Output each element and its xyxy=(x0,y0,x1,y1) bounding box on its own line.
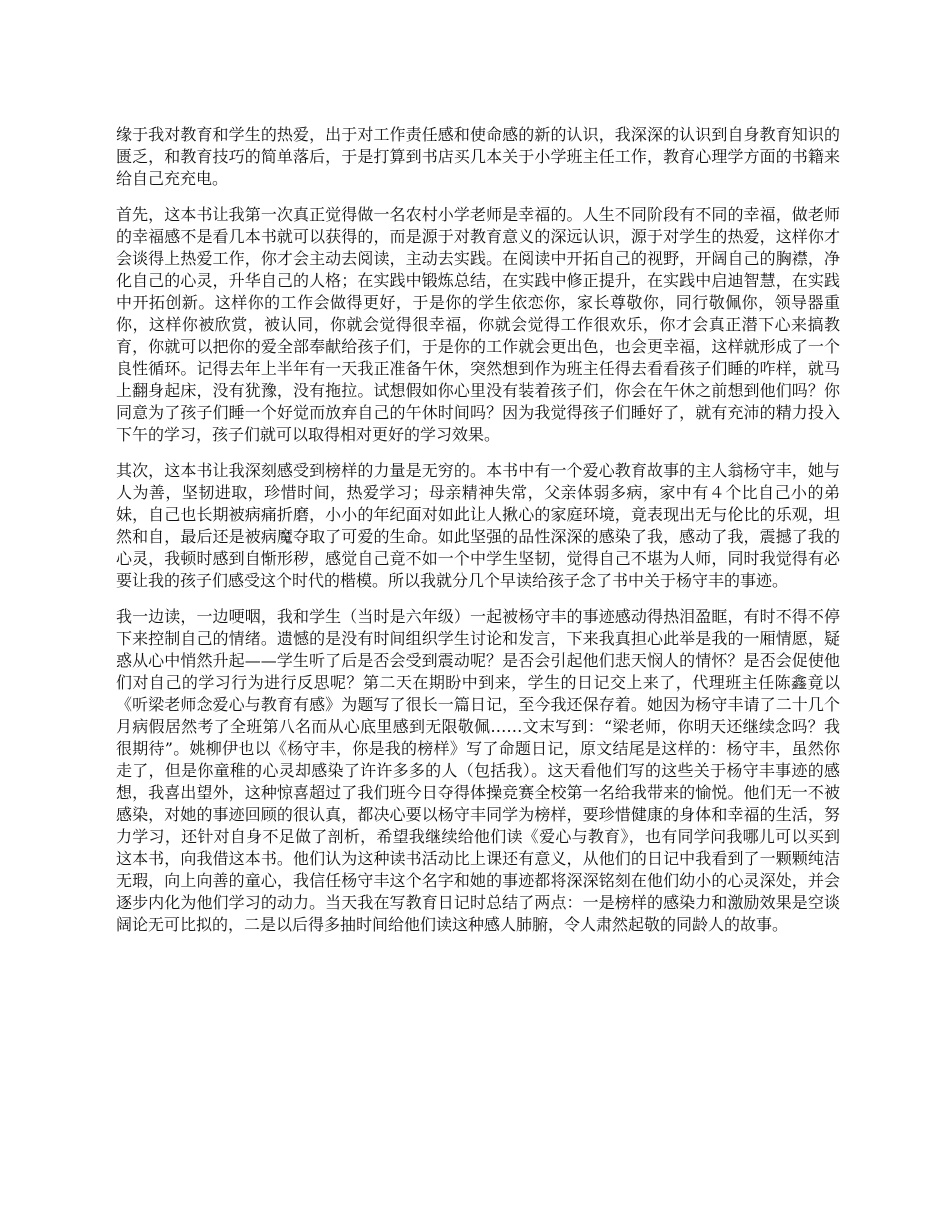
paragraph-intro: 缘于我对教育和学生的热爱，出于对工作责任感和使命感的新的认识，我深深的认识到自身教育知识的匮乏，和教育技巧的简单落后，于是打算到书店买几本关于小学班主任工作，教育心理学方面的书籍来给自己充充电。 xyxy=(116,125,840,188)
paragraph-reading-story: 我一边读，一边哽咽，我和学生（当时是六年级）一起被杨守丰的事迹感动得热泪盈眶，有时不得不停下来控制自己的情绪。遗憾的是没有时间组织学生讨论和发言，下来我真担心此举是我的一厢情愿，疑惑从心中悄然升起——学生听了后是否会受到震动呢？是否会引起他们悲天悯人的情怀？是否会促使他们对自己的学习行为进行反思呢？第二天在期盼中到来，学生的日记交上来了，代理班主任陈鑫竟以《听梁老师念爱心与教育有感》为题写了很长一篇日记，至今我还保存着。她因为杨守丰请了二十几个月病假居然考了全班第八名而从心底里感到无限敬佩……文末写到：“梁老师，你明天还继续念吗？我很期待”。姚柳伊也以《杨守丰，你是我的榜样》写了命题日记，原文结尾是这样的：杨守丰，虽然你走了，但是你童稚的心灵却感染了许许多多的人（包括我）。这天看他们写的这些关于杨守丰事迹的感想，我喜出望外，这种惊喜超过了我们班今日夺得体操竞赛全校第一名给我带来的愉悦。他们无一不被感染，对她的事迹回顾的很认真，都决心要以杨守丰同学为榜样，要珍惜健康的身体和幸福的生活，努力学习，还针对自身不足做了剖析，希望我继续给他们读《爱心与教育》，也有同学问我哪儿可以买到这本书，向我借这本书。他们认为这种读书活动比上课还有意义，从他们的日记中我看到了一颗颗纯洁无瑕，向上向善的童心，我信任杨守丰这个名字和她的事迹都将深深铭刻在他们幼小的心灵深处，并会逐步内化为他们学习的动力。当天我在写教育日记时总结了两点：一是榜样的感染力和激励效果是空谈阔论无可比拟的，二是以后得多抽时间给他们读这种感人肺腑，令人肃然起敬的同龄人的故事。 xyxy=(116,607,840,934)
paragraph-second-point: 其次，这本书让我深刻感受到榜样的力量是无穷的。本书中有一个爱心教育故事的主人翁杨守丰，她与人为善，坚韧进取，珍惜时间，热爱学习；母亲精神失常，父亲体弱多病，家中有４个比自己小的弟妹，自己也长期被病痛折磨，小小的年纪面对如此让人揪心的家庭环境，竟表现出无与伦比的乐观，坦然和自，最后还是被病魔夺取了可爱的生命。如此坚强的品性深深的感染了我，感动了我，震撼了我的心灵，我顿时感到自惭形秽，感觉自己竟不如一个中学生坚韧，觉得自己不堪为人师，同时我觉得有必要让我的孩子们感受这个时代的楷模。所以我就分几个早读给孩子念了书中关于杨守丰的事迹。 xyxy=(116,461,840,590)
document-page xyxy=(116,124,840,950)
paragraph-first-point: 首先，这本书让我第一次真正觉得做一名农村小学老师是幸福的。人生不同阶段有不同的幸福，做老师的幸福感不是看几本书就可以获得的，而是源于对教育意义的深远认识，源于对学生的热爱，这样你才会谈得上热爱工作，你才会主动去阅读，主动去实践。在阅读中开拓自己的视野，开阔自己的胸襟，净化自己的心灵，升华自己的人格；在实践中锻炼总结，在实践中修正提升，在实践中启迪智慧，在实践中开拓创新。这样你的工作会做得更好，于是你的学生依恋你，家长尊敬你，同行敬佩你，领导器重你，这样你被欣赏，被认同，你就会觉得很幸福，你就会觉得工作很欢乐，你才会真正潜下心来搞教育，你就可以把你的爱全部奉献给孩子们，于是你的工作就会更出色，也会更幸福，这样就形成了一个良性循环。记得去年上半年有一天我正准备午休，突然想到作为班主任得去看看孩子们睡的咋样，就马上翻身起床，没有犹豫，没有拖拉。试想假如你心里没有装着孩子们，你会在午休之前想到他们吗？你同意为了孩子们睡一个好觉而放弃自己的午休时间吗？因为我觉得孩子们睡好了，就有充沛的精力投入下午的学习，孩子们就可以取得相对更好的学习效果。 xyxy=(116,205,840,444)
